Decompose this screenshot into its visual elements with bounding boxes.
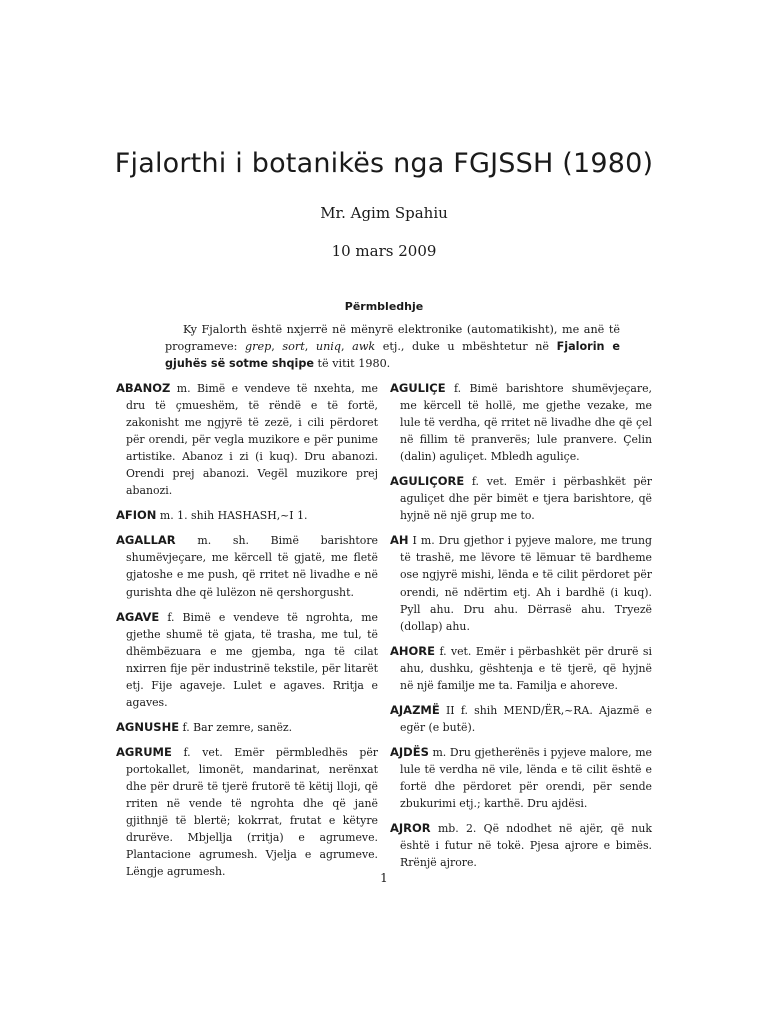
document-title: Fjalorthi i botanikës nga FGJSSH (1980) — [114, 148, 654, 179]
document-date: 10 mars 2009 — [331, 242, 437, 260]
dictionary-entry — [116, 380, 378, 499]
abstract-sep-1: , — [271, 340, 275, 353]
entry-definition: m. sh. Bimë barishtore shumëvjeçare, me kërcell të gjatë, me fletë gjatoshe e me push, që rritet në livadhe e në gurishta dhe që lulëzon në qershorgusht. — [126, 534, 379, 599]
tool-uniq: uniq — [315, 340, 342, 353]
entry-definition: II f. shih MEND/ËR,~RA. Ajazmë e egër (e butë). — [400, 703, 652, 734]
dictionary-entry — [390, 473, 652, 524]
entry-definition: f. Bar zemre, sanëz. — [182, 720, 293, 734]
entry-term: AH — [390, 533, 409, 548]
dictionary-reference: Fjalorin e gjuhës së sotme shqipe — [165, 340, 620, 370]
entry-term: AGNUSHE — [116, 719, 180, 734]
entry-definition: mb. 2. Që ndodhet në ajër, që nuk është i futur në tokë. Pjesa ajrore e bimës. Rrënjë ajrore. — [400, 822, 652, 870]
dictionary-entry — [390, 820, 652, 871]
entry-definition: m. Bimë e vendeve të nxehta, me dru të çmueshëm, të rëndë e të fortë, zakonisht me ngjyrë të zezë, i cili përdoret për orendi, për vegla muzikore e për punime artistike. Abanoz i zi (i kuq). Dru abanozi. Orendi prej abanozi. Vegël muzikore prej abanozi. — [126, 382, 378, 498]
abstract-sep-3: , — [341, 340, 345, 353]
tool-awk: awk — [352, 340, 376, 353]
entry-definition: f. Bimë barishtore shumëvjeçare, me kërcell të hollë, me gjethe vezake, me lule të verdha, që rritet në livadhe dhe që çel në fillim të pranverës; lule pranvere. Çelin (dalin) aguliçet. Mbledh aguliçe. — [400, 382, 652, 464]
entry-term: AGULIÇE — [390, 381, 446, 395]
entry-term: AGULIÇORE — [390, 474, 465, 489]
entry-term: AGALLAR — [116, 533, 176, 548]
dictionary-entry — [116, 744, 378, 880]
abstract-text-3: të vitit 1980. — [317, 357, 391, 370]
entry-definition: m. Dru gjetherënës i pyjeve malore, me lule të verdha në vile, lënda e të cilit është e fortë dhe përdoret për orendi, për sende zbukurimi etj.; karthë. Dru ajdësi. — [400, 745, 652, 811]
dictionary-entry — [390, 532, 652, 634]
abstract-sep-2: , — [304, 340, 309, 353]
entry-term: AGAVE — [116, 609, 160, 624]
dictionary-entry — [390, 380, 652, 465]
entry-term: AGRUME — [116, 744, 172, 759]
entry-term: AJDËS — [390, 744, 429, 759]
dictionary-entry — [390, 643, 652, 694]
abstract-text-2: etj., duke u mbështetur në — [382, 340, 550, 353]
abstract-heading: Përmbledhje — [344, 300, 424, 313]
dictionary-entry — [116, 507, 378, 524]
page-number: 1 — [380, 871, 388, 885]
entry-definition: m. 1. shih HASHASH,~I 1. — [159, 509, 308, 523]
tool-grep: grep — [244, 340, 272, 353]
entry-definition: f. vet. Emër i përbashkët për aguliçet dhe për bimët e tjera barishtore, që hyjnë në një grup me to. — [400, 475, 652, 523]
entry-term: AJROR — [390, 821, 431, 836]
author-name: Mr. Agim Spahiu — [320, 204, 448, 222]
dictionary-entry — [116, 532, 378, 600]
dictionary-entry — [116, 719, 378, 736]
dictionary-entry — [390, 744, 652, 812]
dictionary-entry — [116, 609, 378, 711]
entry-term: AHORE — [390, 643, 436, 658]
entry-definition: f. vet. Emër i përbashkët për drurë si ahu, dushku, gështenja e të tjerë, që hyjnë në një familje me ta. Familja e ahoreve. — [400, 644, 652, 692]
right-column — [390, 380, 652, 879]
dictionary-entry — [390, 702, 652, 736]
abstract-body — [165, 321, 620, 372]
abstract-text-1: Ky Fjalorth është nxjerrë në mënyrë elektronike (automatikisht), me anë të programeve: — [165, 323, 620, 353]
tool-sort: sort — [282, 340, 305, 353]
entry-definition: f. Bimë e vendeve të ngrohta, me gjethe shumë të gjata, të trasha, me tul, të dhëmbëzuara e me gjemba, nga të cilat nxirren fije për industrinë tekstile, për litarët etj. Fije agaveje. Lulet e agaves. Rritja e agaves. — [126, 610, 378, 709]
entry-definition: I m. Dru gjethor i pyjeve malore, me trung të trashë, me lëvore të lëmuar të bardheme ose ngjyrë mishi, lënda e të cilit përdoret për orendi, në ndërtim etj. Ah i bardhë (i kuq). Pyll ahu. Dru ahu. Dërrasë ahu. Tryezë (dollap) ahu. — [400, 534, 652, 633]
entry-term: AJAZMË — [390, 702, 440, 717]
entry-definition: f. vet. Emër përmbledhës për portokallet, limonët, mandarinat, nerënxat dhe për drurë të tjerë frutorë të këtij lloji, që rriten në vende të ngrohta dhe që janë gjithnjë të blertë; kokrrat, frutat e këtyre drurëve. Mbjellja (rritja) e agrumeve. Plantacione agrumesh. Vjelja e agrumeve. Lëngje agrumesh. — [126, 745, 378, 879]
left-column — [116, 380, 378, 888]
entry-term: AFION — [116, 508, 157, 523]
entry-term: ABANOZ — [116, 381, 171, 395]
